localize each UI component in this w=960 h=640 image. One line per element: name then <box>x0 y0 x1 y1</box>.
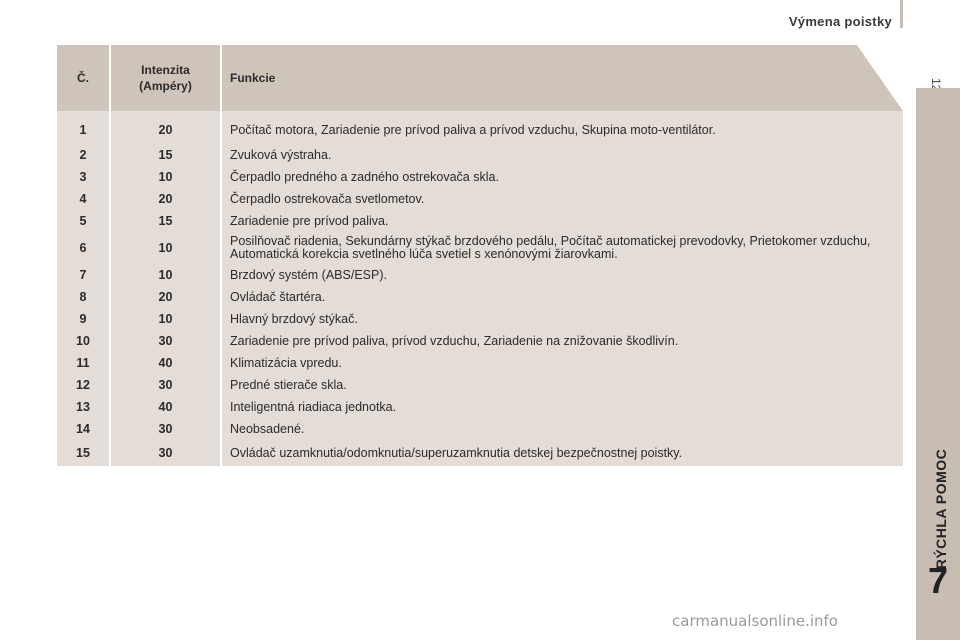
fuse-function-cell: Predné stierače skla. <box>222 374 903 396</box>
fuse-number-cell: 9 <box>57 308 111 330</box>
fuse-amperage-cell: 10 <box>111 264 222 286</box>
table-row <box>57 116 903 144</box>
fuse-amperage-cell: 30 <box>111 374 222 396</box>
table-header-row <box>57 45 903 111</box>
fuse-number-cell: 11 <box>57 352 111 374</box>
fuse-function-cell: Ovládač uzamknutia/odomknutia/superuzamknutia detskej bezpečnostnej poistky. <box>222 440 903 466</box>
fuse-amperage-cell: 30 <box>111 330 222 352</box>
fuse-function-cell: Zariadenie pre prívod paliva, prívod vzduchu, Zariadenie na znižovanie škodlivín. <box>222 330 903 352</box>
column-header-amperage <box>111 45 222 111</box>
header-rule <box>900 0 903 28</box>
fuse-function-cell: Ovládač štartéra. <box>222 286 903 308</box>
table-row <box>57 166 903 188</box>
fuse-amperage-cell: 30 <box>111 418 222 440</box>
fuse-number-cell: 1 <box>57 116 111 144</box>
fuse-number-cell: 8 <box>57 286 111 308</box>
fuse-amperage-cell: 20 <box>111 188 222 210</box>
table-row <box>57 188 903 210</box>
fuse-function-cell: Čerpadlo predného a zadného ostrekovača skla. <box>222 166 903 188</box>
column-header-number: Č. <box>57 45 111 111</box>
table-row <box>57 352 903 374</box>
table-row <box>57 210 903 232</box>
fuse-amperage-cell: 40 <box>111 396 222 418</box>
fuse-function-cell: Zvuková výstraha. <box>222 144 903 166</box>
column-header-amperage-line1: Intenzita <box>141 63 190 77</box>
fuse-amperage-cell: 20 <box>111 286 222 308</box>
fuse-number-cell: 12 <box>57 374 111 396</box>
fuse-function-cell: Čerpadlo ostrekovača svetlometov. <box>222 188 903 210</box>
fuse-function-cell: Posilňovač riadenia, Sekundárny stýkač brzdového pedálu, Počítač automatickej prevodovky, Prietokomer vzduchu, Automatická korekcia svetlného lúča svetiel s xenónovými žiarovkami. <box>222 232 903 264</box>
fuse-function-cell: Počítač motora, Zariadenie pre prívod paliva a prívod vzduchu, Skupina moto-ventilátor. <box>222 116 903 144</box>
fuse-function-cell: Neobsadené. <box>222 418 903 440</box>
fuse-number-cell: 2 <box>57 144 111 166</box>
fuse-function-cell: Zariadenie pre prívod paliva. <box>222 210 903 232</box>
fuse-table-container <box>57 45 903 485</box>
table-row <box>57 418 903 440</box>
fuse-number-cell: 13 <box>57 396 111 418</box>
fuse-amperage-cell: 10 <box>111 308 222 330</box>
fuse-amperage-cell: 10 <box>111 166 222 188</box>
table-row <box>57 374 903 396</box>
chapter-side-tab <box>916 88 960 640</box>
table-row <box>57 308 903 330</box>
fuse-amperage-cell: 10 <box>111 232 222 264</box>
table-row <box>57 232 903 264</box>
header-corner-cut <box>857 45 903 111</box>
fuse-table-body <box>57 111 903 466</box>
page-title: Výmena poistky <box>788 14 892 29</box>
table-row <box>57 286 903 308</box>
fuse-number-cell: 6 <box>57 232 111 264</box>
fuse-amperage-cell: 30 <box>111 440 222 466</box>
fuse-amperage-cell: 40 <box>111 352 222 374</box>
fuse-function-cell: Hlavný brzdový stýkač. <box>222 308 903 330</box>
fuse-number-cell: 14 <box>57 418 111 440</box>
fuse-amperage-cell: 15 <box>111 144 222 166</box>
table-row <box>57 396 903 418</box>
table-row <box>57 330 903 352</box>
column-header-amperage-line2: (Ampéry) <box>139 79 192 93</box>
fuse-amperage-cell: 20 <box>111 116 222 144</box>
column-header-function: Funkcie <box>222 45 903 111</box>
table-row <box>57 264 903 286</box>
chapter-label: RÝCHLA POMOC <box>933 448 949 570</box>
table-row <box>57 144 903 166</box>
watermark: carmanualsonline.info <box>672 612 838 630</box>
fuse-number-cell: 10 <box>57 330 111 352</box>
table-row <box>57 440 903 466</box>
fuse-number-cell: 7 <box>57 264 111 286</box>
fuse-function-cell: Inteligentná riadiaca jednotka. <box>222 396 903 418</box>
fuse-function-cell: Klimatizácia vpredu. <box>222 352 903 374</box>
fuse-table <box>57 45 903 466</box>
fuse-function-cell: Brzdový systém (ABS/ESP). <box>222 264 903 286</box>
fuse-number-cell: 15 <box>57 440 111 466</box>
fuse-number-cell: 4 <box>57 188 111 210</box>
chapter-number: 7 <box>927 560 949 601</box>
fuse-amperage-cell: 15 <box>111 210 222 232</box>
fuse-number-cell: 5 <box>57 210 111 232</box>
fuse-number-cell: 3 <box>57 166 111 188</box>
